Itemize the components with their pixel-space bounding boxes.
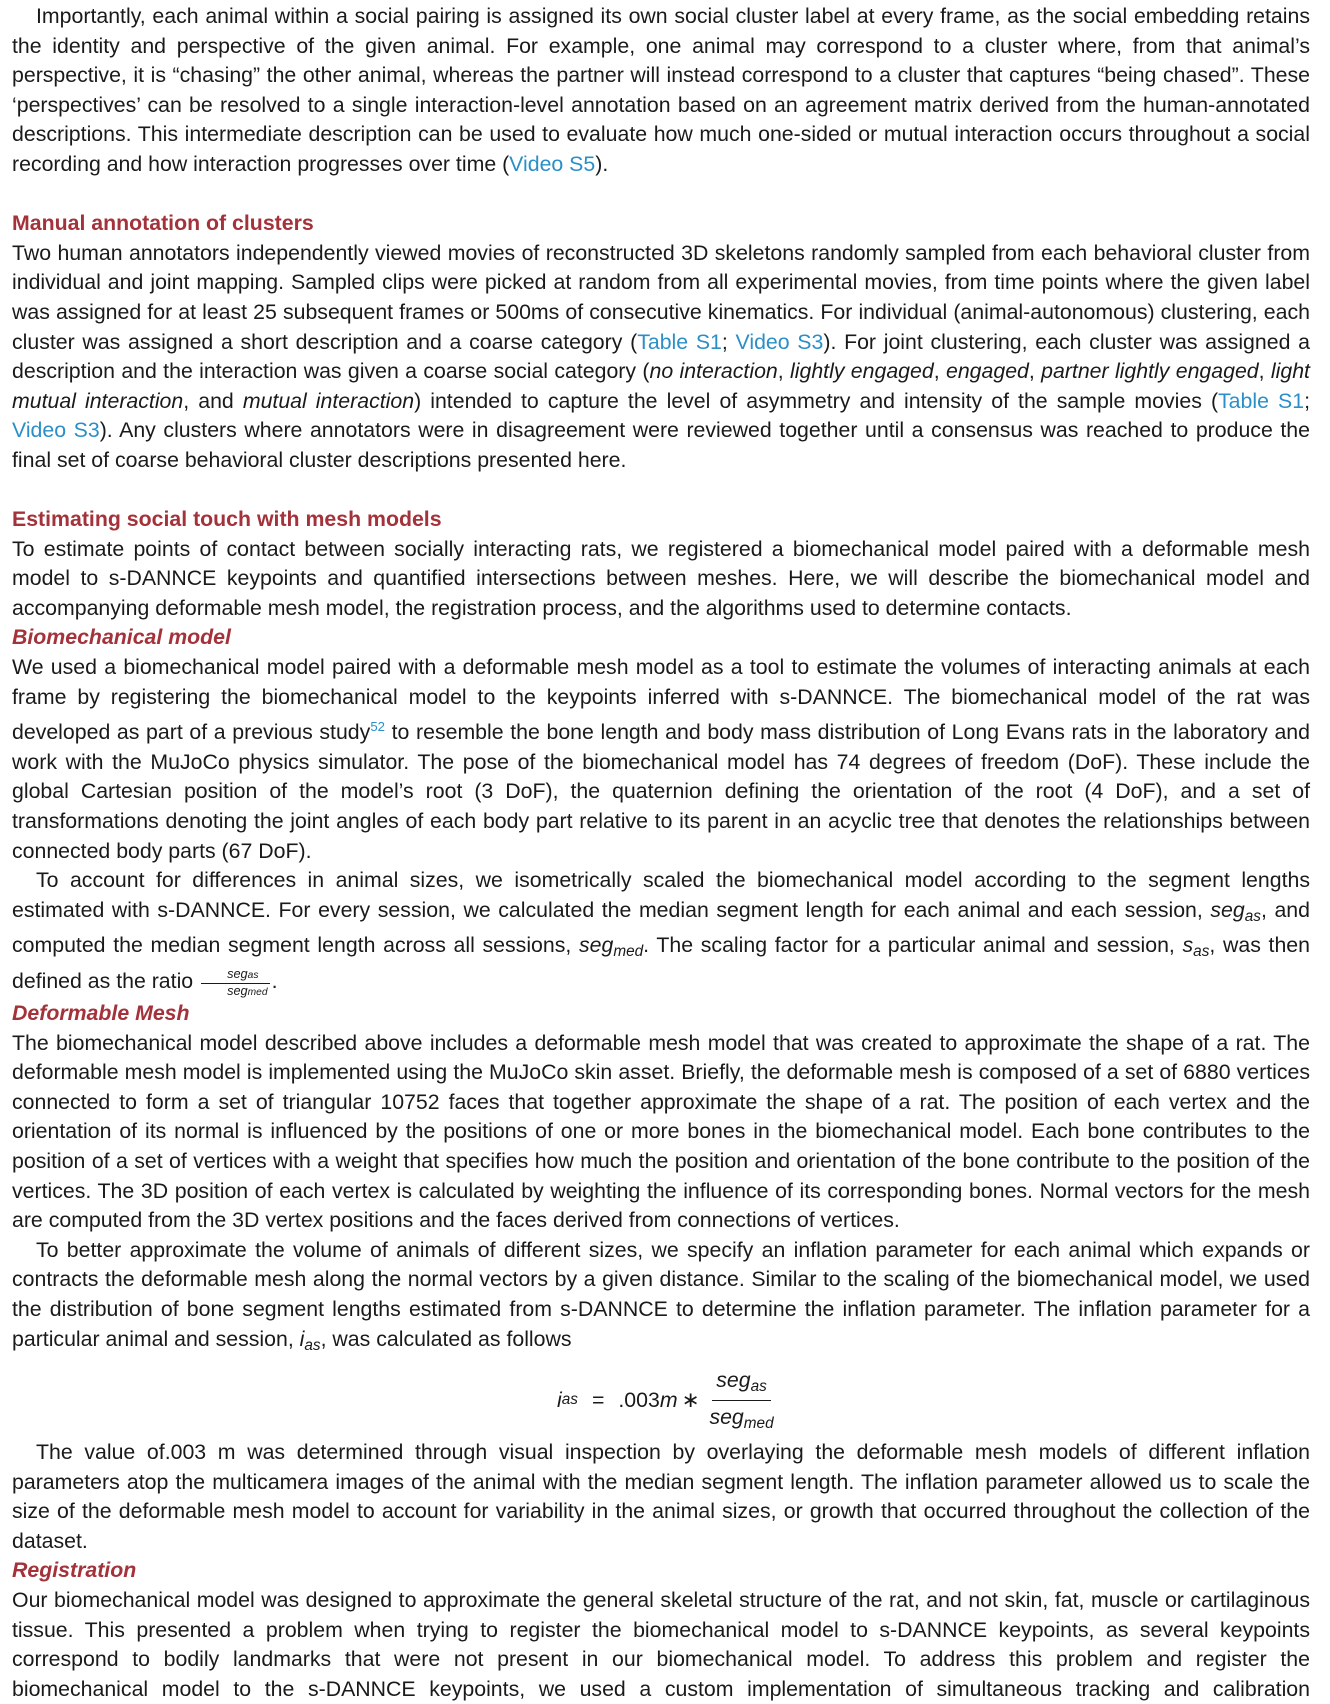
category-light-mutual-interaction: light mutual interaction [12,359,1310,413]
text: ). Any clusters where annotators were in disagreement were reviewed together until a consensus was reached to produce the final set of coarse behavioral cluster descriptions presented here. [12,418,1310,472]
subsection-heading-deformable-mesh: Deformable Mesh [12,1001,190,1026]
section-heading-manual-annotation: Manual annotation of clusters [12,211,314,236]
symbol-i: i [299,1326,305,1351]
symbol-s: s [1182,933,1194,958]
eq-times: ∗ [681,1387,700,1412]
paragraph-manual-annotation [12,239,1310,476]
citation-ref-52[interactable]: 52 [370,719,385,735]
text: , and [183,388,243,413]
text: , [1258,359,1271,384]
link-table-s1[interactable]: Table S1 [1218,388,1305,413]
symbol-seg: seg [716,1367,751,1392]
text: To better approximate the volume of animals of different sizes, we specify an inflation parameter for each animal which expands or contracts the deformable mesh along the normal vectors by a given distance. Similar to the scaling of the biomechanical model, we used the distribution of bone segment lengths estimated from s-DANNCE to determine the inflation parameter. The inflation parameter for a particular animal and session, [12,1237,1310,1351]
symbol-seg: seg [227,982,248,998]
text: , [933,359,946,384]
text: , was then defined as the ratio [12,933,1310,993]
eq-unit-m: m [659,1387,678,1412]
subscript-as: as [1193,942,1210,960]
spacer [12,476,1310,506]
category-partner-lightly-engaged: partner lightly engaged [1041,359,1259,384]
paragraph-scaling [12,866,1310,999]
section-heading-social-touch: Estimating social touch with mesh models [12,507,442,532]
text: , was calculated as follows [320,1326,572,1351]
paragraph-biomechanical-model [12,653,1310,866]
text: ). [595,151,609,176]
ratio-fraction [201,967,269,999]
eq-fraction [705,1368,777,1433]
text: to resemble the bone length and body mass distribution of Long Evans rats in the laboratory and work with the MuJoCo physics simulator. The pose of the biomechanical model has 74 degrees of freedom (DoF). These include the global Cartesian position of the model’s root (3 DoF), the quaternion defining the orientation of the root (4 DoF), and a set of transformations denoting the joint angles of each body part relative to its parent in an acyclic tree that denotes the relationships between connected body parts (67 DoF). [12,720,1310,863]
text: ). For joint clustering, each cluster was assigned a description and the interaction was given a coarse social category ( [12,329,1310,384]
eq-symbol-i: i [557,1387,562,1412]
subscript-as: as [1244,907,1261,925]
subscript-med: med [247,986,268,998]
text: ) intended to capture the level of asymmetry and intensity of the sample movies ( [414,388,1219,413]
text: We used a biomechanical model paired with a deformable mesh model as a tool to estimate the volumes of interacting animals at each frame by registering the biomechanical model to the keypoints inferred with s-DANNCE. The biomechanical model of the rat was developed as part of a previous study [12,655,1310,745]
eq-equals: = [591,1387,605,1412]
link-video-s5[interactable]: Video S5 [509,151,596,176]
subscript-as: as [750,1377,767,1395]
subsection-heading-biomechanical-model: Biomechanical model [12,625,231,650]
text: ; [721,329,736,354]
paragraph-social-perspective [12,2,1310,180]
eq-denominator [705,1401,777,1433]
subscript-as: as [247,970,259,982]
equation-body [557,1368,778,1433]
eq-constant: .003 [618,1387,660,1412]
symbol-seg: seg [227,966,248,982]
equation-inflation [12,1360,1310,1438]
text: Importantly, each animal within a social pairing is assigned its own social cluster label at every frame, as the social embedding retains the identity and perspective of the given animal. For example, one animal may correspond to a cluster where, from that animal’s perspective, it is “chasing” the other animal, whereas the partner will instead correspond to a cluster that captures “being chased”. These ‘perspectives’ can be resolved to a single interaction-level annotation based on an agreement matrix derived from the human-annotated descriptions. This intermediate description can be used to evaluate how much one-sided or mutual interaction occurs throughout a social recording and how interaction progresses over time ( [12,4,1310,176]
paragraph-deformable-mesh: The biomechanical model described above includes a deformable mesh model that was created to approximate the shape of a rat. The deformable mesh model is implemented using the MuJoCo skin asset. Briefly, the deformable mesh is composed of a set of 6880 vertices connected to form a set of triangular 10752 faces that together approximate the shape of a rat. The position of each vertex and the orientation of its normal is influenced by the positions of one or more bones in the biomechanical model. Each bone contributes to the position of a set of vertices with a weight that specifies how much the position and orientation of the bone contribute to the position of the vertices. The 3D position of each vertex is calculated by weighting the influence of its corresponding bones. Normal vectors for the mesh are computed from the 3D vertex positions and the faces derived from connections of vertices. [12,1030,1310,1233]
text: Two human annotators independently viewed movies of reconstructed 3D skeletons randomly sampled from each behavioral cluster from individual and joint mapping. Sampled clips were picked at random from all experimental movies, from time points where the given label was assigned for at least 25 subsequent frames or 500ms of consecutive kinematics. For individual (animal-autonomous) clustering, each cluster was assigned a short description and a coarse category ( [12,240,1310,354]
symbol-seg: seg [1210,897,1245,922]
eq-subscript-as: as [561,1391,578,1409]
text: , [1028,359,1042,384]
text: , [777,359,791,384]
spacer [12,180,1310,210]
category-lightly-engaged: lightly engaged [790,359,934,384]
symbol-seg: seg [579,933,614,958]
text: . [271,968,278,993]
paragraph-inflation [12,1236,1310,1360]
fraction-numerator [201,967,269,983]
category-mutual-interaction: mutual interaction [242,388,415,413]
paragraph-inflation-value: The value of.003 m was determined through visual inspection by overlaying the deformable mesh models of different inflation parameters atop the multicamera images of the animal with the median segment length. The inflation parameter allowed us to scale the size of the deformable mesh model to account for variability in the animal sizes, or growth that occurred throughout the collection of the dataset. [12,1439,1310,1553]
category-engaged: engaged [945,359,1029,384]
symbol-seg: seg [709,1404,744,1429]
subscript-as: as [304,1336,321,1354]
link-table-s1[interactable]: Table S1 [637,329,722,354]
link-video-s3[interactable]: Video S3 [735,329,824,354]
subscript-med: med [743,1414,774,1432]
fraction-denominator [201,984,269,999]
paragraph-registration: Our biomechanical model was designed to approximate the general skeletal structure of the rat, and not skin, fat, muscle or cartilaginous tissue. This presented a problem when trying to register the biomechanical model to s-DANNCE keypoints, as several keypoints correspond to bodily landmarks that were not present in our biomechanical model. To address this problem and register the biomechanical model to the s-DANNCE keypoints, we used a custom implementation of simultaneous tracking and calibration [12,1587,1310,1701]
text: . The scaling factor for a particular animal and session, [643,933,1183,958]
text: , and computed the median segment length across all sessions, [12,897,1310,958]
link-video-s3[interactable]: Video S3 [12,418,100,443]
subsection-heading-registration: Registration [12,1558,137,1583]
paragraph-social-touch: To estimate points of contact between socially interacting rats, we registered a biomechanical model paired with a deformable mesh model to s-DANNCE keypoints and quantified intersections between meshes. Here, we will describe the biomechanical model and accompanying deformable mesh model, the registration process, and the algorithms used to determine contacts. [12,536,1310,620]
text: To account for differences in animal sizes, we isometrically scaled the biomechanical model according to the segment lengths estimated with s-DANNCE. For every session, we calculated the median segment length for each animal and each session, [12,868,1310,922]
text: ; [1304,388,1310,413]
category-no-interaction: no interaction [649,359,778,384]
subscript-med: med [613,942,644,960]
eq-numerator [712,1368,771,1401]
